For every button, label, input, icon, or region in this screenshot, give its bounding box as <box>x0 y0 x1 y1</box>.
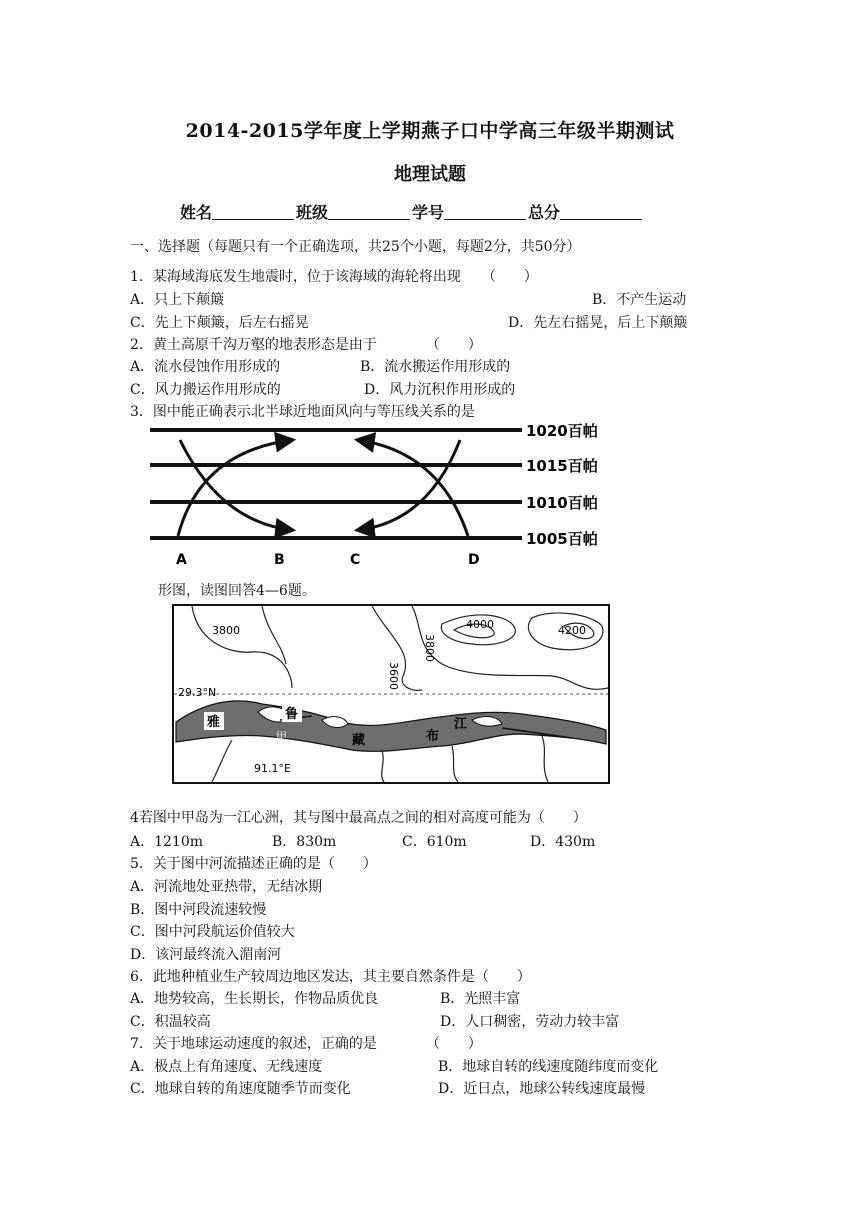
class-blank[interactable] <box>328 203 410 220</box>
contour-label: 3600 <box>387 662 400 690</box>
q1-stem: 1．某海域海底发生地震时，位于该海域的海轮将出现 （ ） <box>130 269 538 285</box>
q7-option-b: B．地球自转的线速度随纬度而变化 <box>438 1059 659 1075</box>
island-label-jia: 甲 <box>276 730 287 743</box>
q7-option-d: D．近日点，地球公转线速度最慢 <box>438 1081 646 1097</box>
q7-stem: 7．关于地球运动速度的叙述，正确的是 （ ） <box>130 1036 482 1052</box>
q5-option-d: D．该河最终流入湄南河 <box>130 947 282 963</box>
wind-arrow-a <box>178 440 292 536</box>
q4-option-c: C．610m <box>402 834 467 850</box>
student-info-fields <box>180 200 644 223</box>
river-label-bu: 布 <box>426 729 440 744</box>
isobar-diagram <box>140 412 620 570</box>
q7-option-a: A．极点上有角速度、无线速度 <box>130 1059 323 1075</box>
q4-option-b: B．830m <box>272 834 337 850</box>
q6-option-b: B．光照丰富 <box>440 991 521 1007</box>
q7-option-c: C．地球自转的角速度随季节而变化 <box>130 1081 351 1097</box>
contour-label: 3800 <box>212 624 240 637</box>
topographic-map <box>172 604 610 784</box>
q1-option-b: B．不产生运动 <box>592 292 687 308</box>
river-label-ya: 雅 <box>207 715 221 730</box>
contour-label: 4200 <box>558 624 586 637</box>
q5-stem: 5．关于图中河流描述正确的是（ ） <box>130 856 377 872</box>
q4-stem: 4若图中甲岛为一江心洲，其与图中最高点之间的相对高度可能为（ ） <box>130 810 587 826</box>
name-blank[interactable] <box>212 203 294 220</box>
option-label-c: C <box>350 552 361 568</box>
name-label: 姓名 <box>180 203 213 222</box>
q4-option-d: D．430m <box>530 834 596 850</box>
longitude-label: 91.1°E <box>254 762 291 775</box>
q4-option-a: A．1210m <box>130 834 204 850</box>
q2-option-c: C．风力搬运作用形成的 <box>130 382 281 398</box>
map-intro: 形图，读图回答4—6题。 <box>158 583 316 599</box>
q6-option-d: D．人口稠密，劳动力较丰富 <box>440 1014 620 1030</box>
option-label-a: A <box>176 552 187 568</box>
wind-arrow-d <box>358 440 460 530</box>
river-label-zang: 藏 <box>352 733 366 748</box>
page-title: 2014-2015学年度上学期燕子口中学高三年级半期测试 <box>185 120 675 142</box>
isobar-label-1015: 1015百帕 <box>526 457 598 475</box>
wind-arrow-b <box>180 440 292 530</box>
q2-option-a: A．流水侵蚀作用形成的 <box>130 359 281 375</box>
score-label: 总分 <box>528 203 561 222</box>
isobar-label-1005: 1005百帕 <box>526 530 598 548</box>
q5-option-b: B．图中河段流速较慢 <box>130 902 267 918</box>
q5-option-c: C．图中河段航运价值较大 <box>130 924 295 940</box>
id-blank[interactable] <box>444 203 526 220</box>
q6-option-c: C．积温较高 <box>130 1014 211 1030</box>
option-label-b: B <box>274 552 285 568</box>
contour-label: 3800 <box>423 634 436 662</box>
isobar-label-1010: 1010百帕 <box>526 494 598 512</box>
river-label-jiang: 江 <box>454 717 468 732</box>
score-blank[interactable] <box>560 203 642 220</box>
isobar-label-1020: 1020百帕 <box>526 422 598 440</box>
page-subtitle: 地理试题 <box>394 164 466 185</box>
q2-stem: 2．黄土高原千沟万壑的地表形态是由于 （ ） <box>130 337 482 353</box>
q6-stem: 6．此地种植业生产较周边地区发达，其主要自然条件是（ ） <box>130 969 531 985</box>
wind-arrow-c <box>358 440 468 536</box>
section-heading: 一、选择题（每题只有一个正确选项，共25个小题，每题2分，共50分） <box>130 239 581 255</box>
q1-option-a: A．只上下颠簸 <box>130 292 225 308</box>
q2-option-b: B．流水搬运作用形成的 <box>360 359 511 375</box>
q3-stem: 3．图中能正确表示北半球近地面风向与等压线关系的是 <box>130 404 475 420</box>
option-label-d: D <box>468 552 480 568</box>
q1-option-d: D．先左右摇晃，后上下颠簸 <box>508 315 688 331</box>
q6-option-a: A．地势较高，生长期长，作物品质优良 <box>130 991 379 1007</box>
class-label: 班级 <box>296 203 329 222</box>
contour-label: 4000 <box>466 618 494 631</box>
q2-option-d: D．风力沉积作用形成的 <box>364 382 516 398</box>
q1-option-c: C．先上下颠簸，后左右摇晃 <box>130 315 309 331</box>
river-label-lu: 鲁 <box>285 707 299 722</box>
latitude-label: 29.3°N <box>178 686 217 699</box>
q5-option-a: A．河流地处亚热带，无结冰期 <box>130 879 323 895</box>
id-label: 学号 <box>412 203 445 222</box>
